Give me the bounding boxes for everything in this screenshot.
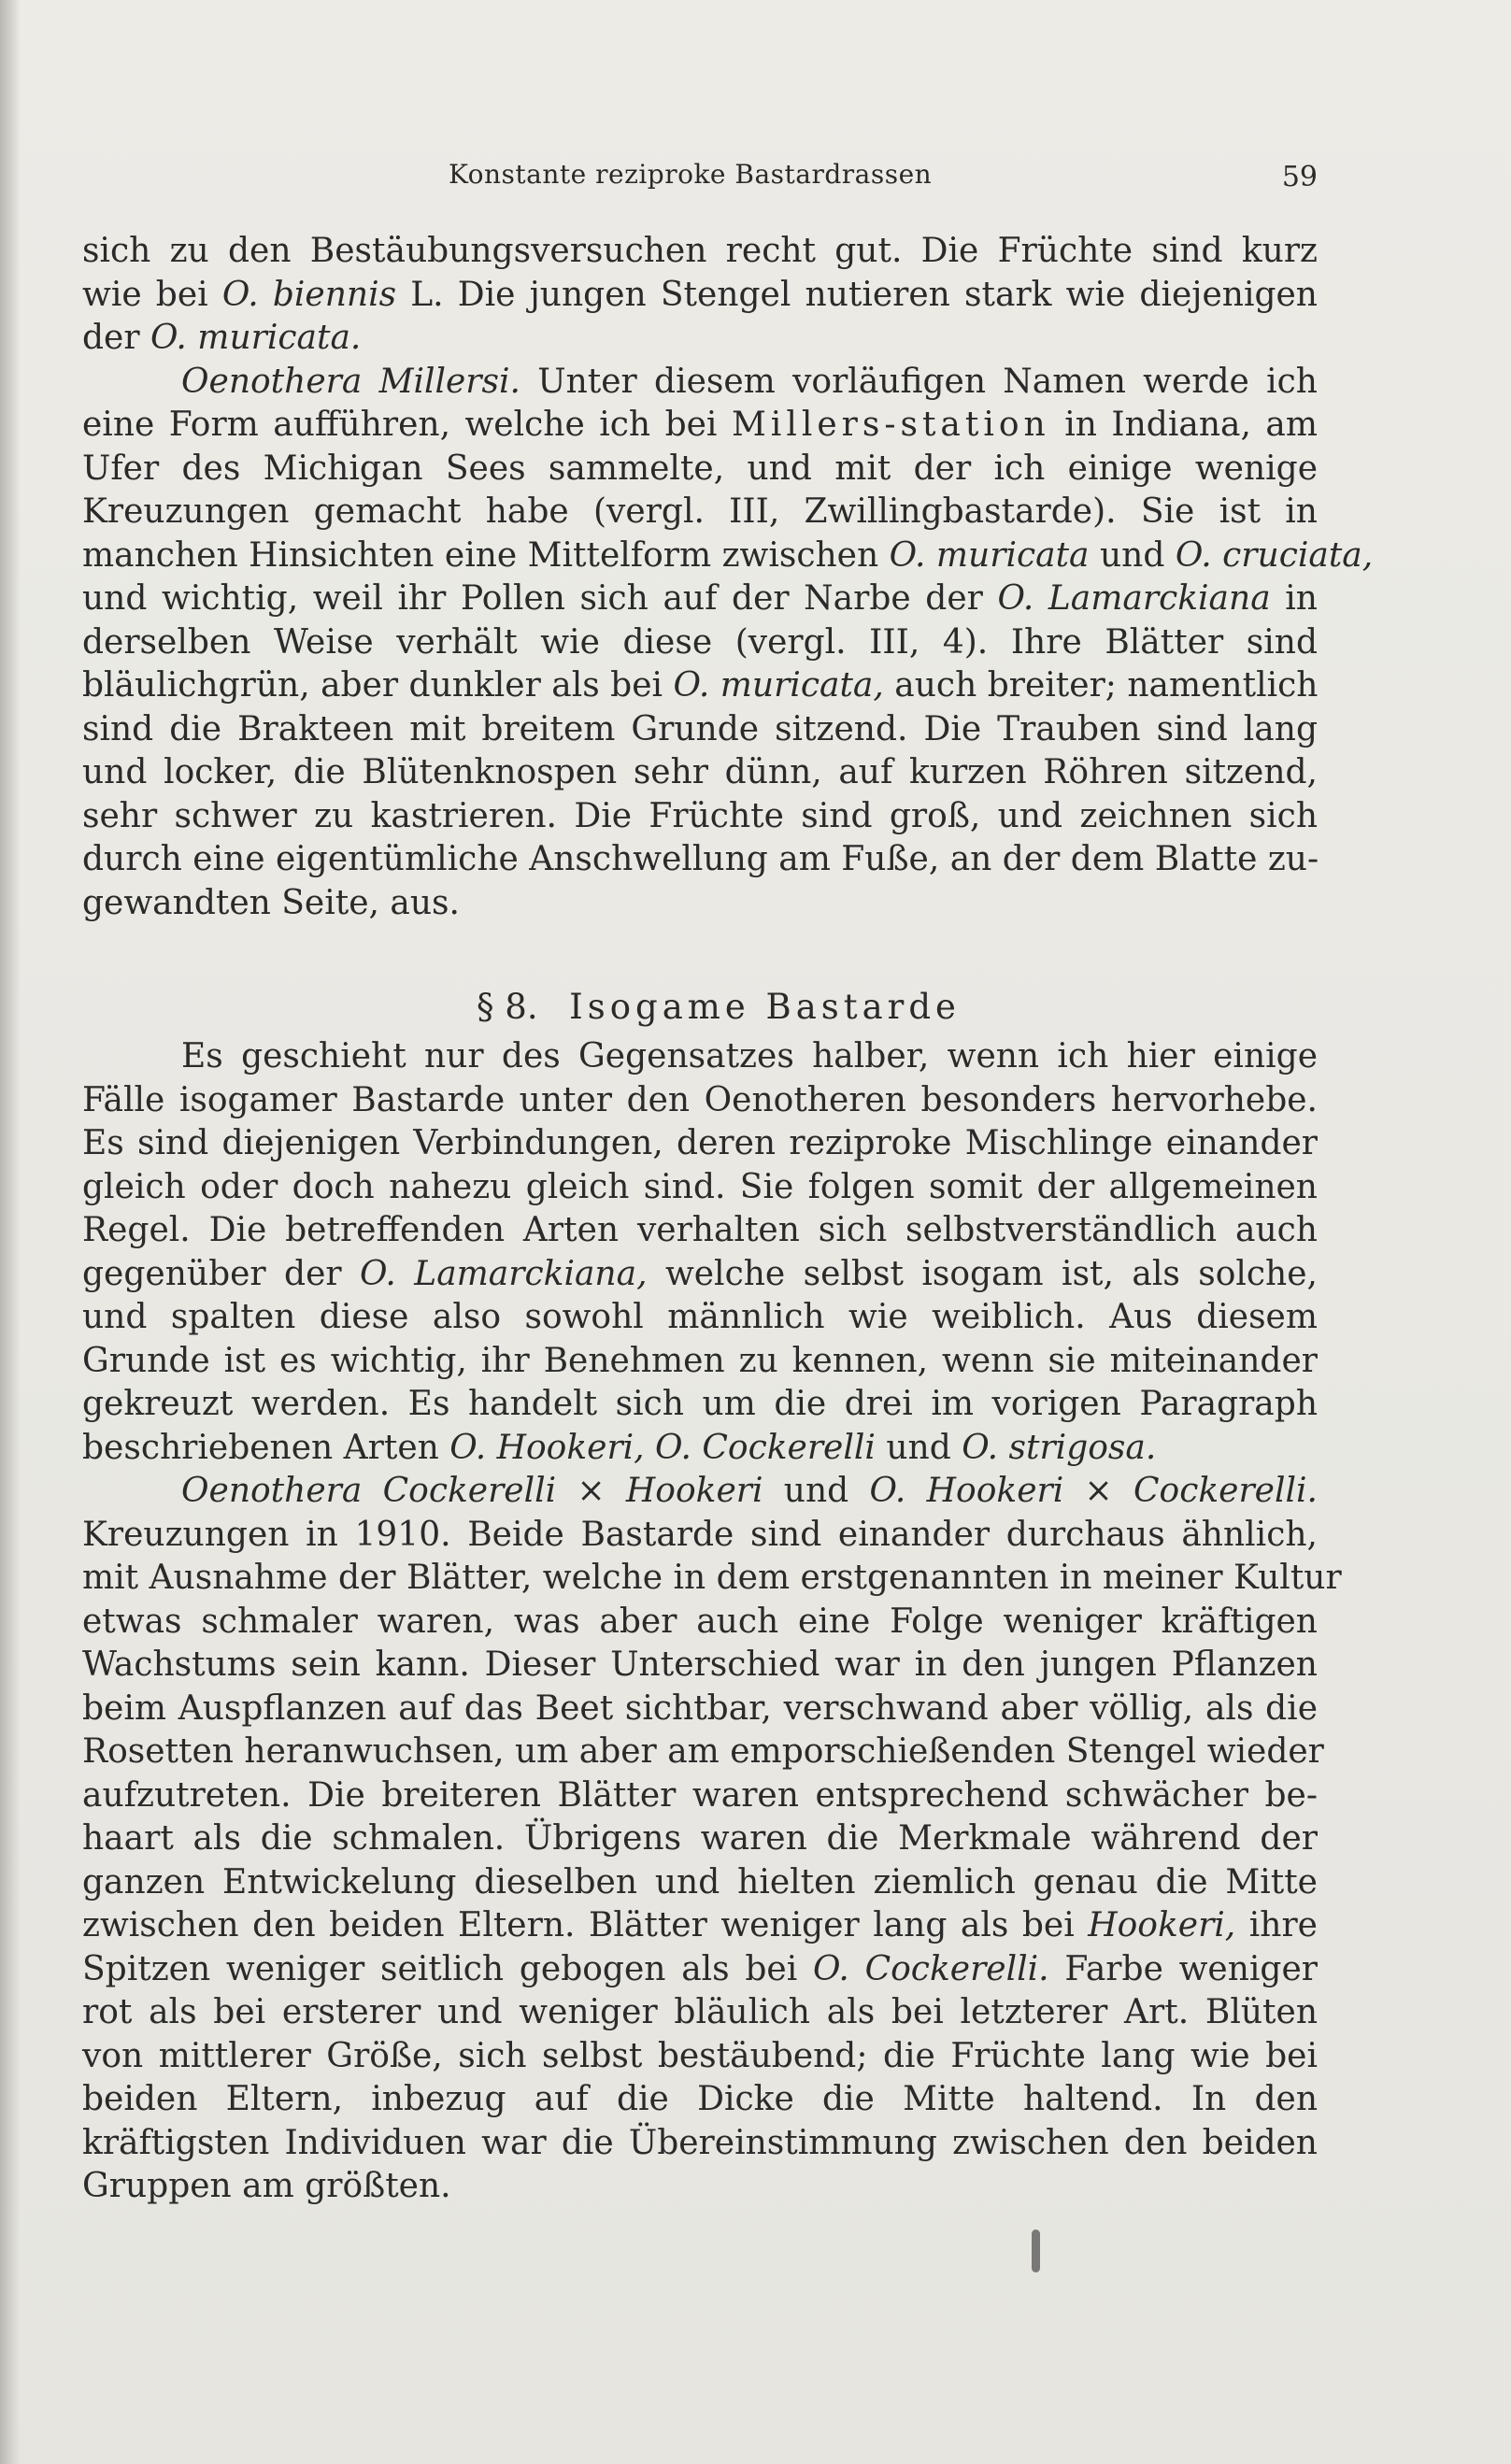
text-line: von mittlerer Größe, sich selbst bestäubend; die Früchte lang wie bei bbox=[82, 2036, 1318, 2075]
text-line: manchen Hinsichten eine Mittelform zwischen O. muricata und O. cruciata, bbox=[82, 535, 1374, 575]
text-line: und wichtig, weil ihr Pollen sich auf der Narbe der O. Lamarckiana in bbox=[82, 579, 1318, 618]
text-line: sind die Brakteen mit breitem Grunde sitzend. Die Trauben sind lang bbox=[82, 709, 1318, 748]
text-line: gekreuzt werden. Es handelt sich um die drei im vorigen Paragraph bbox=[82, 1385, 1318, 1423]
section-number: § 8. bbox=[477, 987, 538, 1027]
text-line: Kreuzungen gemacht habe (vergl. III, Zwillingbastarde). Sie ist in bbox=[82, 492, 1318, 531]
text-line: sich zu den Bestäubungsversuchen recht gut. Die Früchte sind kurz bbox=[82, 232, 1318, 270]
section-heading bbox=[82, 979, 1318, 1035]
text-line: bläulichgrün, aber dunkler als bei O. muricata, auch breiter; namentlich bbox=[82, 666, 1319, 705]
text-line: Es sind diejenigen Verbindungen, deren reziproke Mischlinge einander bbox=[82, 1124, 1318, 1162]
text-line: beschriebenen Arten O. Hookeri, O. Cockerelli und O. strigosa. bbox=[82, 1428, 1157, 1467]
text-line: sehr schwer zu kastrieren. Die Früchte sind groß, und zeichnen sich bbox=[82, 796, 1318, 835]
text-line: Wachstums sein kann. Dieser Unterschied war in den jungen Pflanzen bbox=[82, 1645, 1318, 1684]
text-line: und spalten diese also sowohl männlich wie weiblich. Aus diesem bbox=[82, 1298, 1318, 1336]
text-line: rot als bei ersterer und weniger bläulich als bei letzterer Art. Blüten bbox=[82, 1993, 1318, 2031]
text-line: Es geschieht nur des Gegensatzes halber, wenn ich hier einige bbox=[181, 1037, 1318, 1075]
text-line: Gruppen am größten. bbox=[82, 2167, 451, 2205]
text-line: beim Auspflanzen auf das Beet sichtbar, verschwand aber völlig, als die bbox=[82, 1688, 1318, 1728]
text-line: kräftigsten Individuen war die Übereinstimmung zwischen den beiden bbox=[82, 2123, 1318, 2162]
text-line: Ufer des Michigan Sees sammelte, und mit der ich einige wenige bbox=[82, 449, 1318, 488]
text-line: gleich oder doch nahezu gleich sind. Sie folgen somit der allgemeinen bbox=[82, 1167, 1318, 1206]
text-line: Kreuzungen in 1910. Beide Bastarde sind einander durchaus ähnlich, bbox=[82, 1515, 1318, 1554]
text-line: gewandten Seite, aus. bbox=[82, 883, 460, 922]
text-line: ganzen Entwickelung dieselben und hielten ziemlich genau die Mitte bbox=[82, 1862, 1318, 1901]
ink-smudge bbox=[1032, 2229, 1040, 2272]
text-line: aufzutreten. Die breiteren Blätter waren entsprechend schwächer be- bbox=[82, 1775, 1318, 1815]
text-line: zwischen den beiden Eltern. Blätter weniger lang als bei Hookeri, ihre bbox=[82, 1906, 1318, 1944]
section-title: Isogame Bastarde bbox=[569, 987, 961, 1027]
text-line: Fälle isogamer Bastarde unter den Oenotheren besonders hervorhebe. bbox=[82, 1080, 1318, 1119]
page-header bbox=[449, 159, 1318, 196]
text-line: Spitzen weniger seitlich gebogen als bei O. Cockerelli. Farbe weniger bbox=[82, 1949, 1318, 1988]
spacer bbox=[82, 925, 1318, 979]
text-line: und locker, die Blütenknospen sehr dünn, auf kurzen Röhren sitzend, bbox=[82, 753, 1318, 791]
text-line: Rosetten heranwuchsen, um aber am emporschießenden Stengel wieder bbox=[82, 1732, 1324, 1771]
text-line: Oenothera Cockerelli × Hookeri und O. Hookeri × Cockerelli. bbox=[181, 1472, 1318, 1510]
running-head: Konstante reziproke Bastardrassen bbox=[449, 159, 933, 190]
text-line: gegenüber der O. Lamarckiana, welche selbst isogam ist, als solche, bbox=[82, 1254, 1318, 1293]
text-line: mit Ausnahme der Blätter, welche in dem erstgenannten in meiner Kultur bbox=[82, 1559, 1342, 1597]
text-line: derselben Weise verhält wie diese (vergl. III, 4). Ihre Blätter sind bbox=[82, 622, 1318, 662]
text-line: Grunde ist es wichtig, ihr Benehmen zu kennen, wenn sie miteinander bbox=[82, 1341, 1318, 1380]
text-line: durch eine eigentümliche Anschwellung am Fuße, an der dem Blatte zu- bbox=[82, 840, 1319, 878]
page-number: 59 bbox=[1281, 161, 1318, 193]
body-text bbox=[82, 230, 1374, 2209]
page-binding-shadow bbox=[0, 0, 21, 2464]
text-line: beiden Eltern, inbezug auf die Dicke die Mitte haltend. In den bbox=[82, 2080, 1318, 2118]
text-line: der O. muricata. bbox=[82, 319, 362, 357]
text-line: Oenothera Millersi. Unter diesem vorläufigen Namen werde ich bbox=[181, 362, 1318, 401]
text-line: wie bei O. biennis L. Die jungen Stengel nutieren stark wie diejenigen bbox=[82, 275, 1318, 314]
text-line: Regel. Die betreffenden Arten verhalten sich selbstverständlich auch bbox=[82, 1211, 1318, 1249]
text-line: haart als die schmalen. Übrigens waren die Merkmale während der bbox=[82, 1819, 1318, 1858]
text-line: eine Form aufführen, welche ich bei Millers-station in Indiana, am bbox=[82, 406, 1318, 444]
text-line: etwas schmaler waren, was aber auch eine Folge weniger kräftigen bbox=[82, 1602, 1318, 1641]
